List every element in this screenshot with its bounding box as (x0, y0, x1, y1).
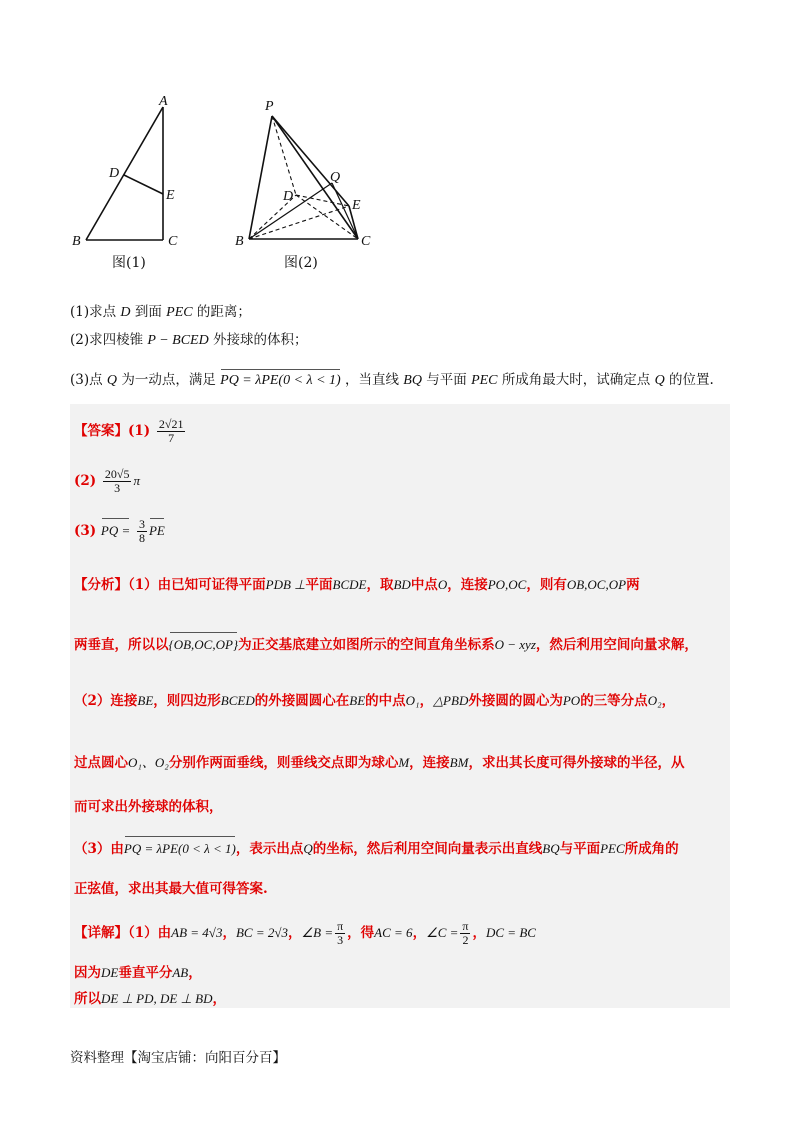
figure-1-caption: 图(1) (112, 255, 146, 271)
analysis-text: 的中点 (365, 693, 406, 709)
analysis-line-6 (74, 838, 679, 860)
q3-line: BQ (403, 373, 422, 388)
answer-2-fraction (103, 468, 132, 495)
fig1-label-A: A (159, 94, 168, 109)
q1-point: D (120, 305, 131, 320)
q1-plane: PEC (166, 305, 193, 320)
detail-math: AB = 4√3 (171, 925, 223, 940)
q2-suffix: 外接球的体积； (213, 332, 308, 348)
analysis-math: BCDE (332, 577, 367, 592)
detail-math: DC = BC (485, 925, 536, 940)
analysis-text: 而可求出外接球的体积， (74, 799, 223, 815)
q3-mid3: 与平面 (426, 372, 467, 388)
analysis-math: △PBD (433, 693, 469, 708)
answer-1-numerator: 2√21 (158, 417, 184, 431)
analysis-math: Q (303, 841, 313, 856)
analysis-math: O₁、O₂ (128, 755, 169, 770)
analysis-text: 外接圆的圆心为 (468, 693, 563, 709)
answer-line-2 (74, 468, 140, 495)
analysis-text: 为正交基底建立如图所示的空间直角坐标系 (238, 637, 495, 653)
detail-text: 所以 (74, 991, 101, 1007)
detail-math: ∠C = (426, 925, 459, 940)
answer-3-numerator: 3 (138, 517, 145, 531)
analysis-text: （1）由已知可证得平面 (128, 577, 266, 593)
fraction-numerator: π (462, 919, 469, 933)
detail-text: ， (412, 925, 427, 941)
analysis-text: 分别作两面垂线，则垂线交点即为球心 (168, 755, 399, 771)
detail-text: 垂直平分 (118, 965, 173, 981)
fig2-label-Q: Q (330, 170, 341, 185)
detail-text: ， (287, 925, 302, 941)
q2-prefix: (2)求四棱锥 (70, 332, 144, 348)
analysis-text: 的三等分点 (580, 693, 648, 709)
q3-mid4: 所成角最大时，试确定点 (501, 372, 651, 388)
analysis-math: {OB,OC,OP} (169, 634, 239, 656)
answer-3-rhs: PE (149, 520, 165, 542)
analysis-text: 正弦值，求出其最大值可得答案. (74, 881, 268, 897)
fig2-label-E: E (352, 198, 361, 213)
detail-text: 因为 (74, 965, 101, 981)
analysis-text: 两 (626, 577, 640, 593)
analysis-math: BQ (542, 841, 560, 856)
answer-2-numerator: 20√5 (104, 467, 130, 481)
fig2-label-C: C (361, 234, 371, 249)
analysis-text: ，则有 (526, 577, 567, 593)
analysis-text: ， (661, 693, 676, 709)
analysis-text: ，连接 (409, 755, 450, 771)
answer-label: 【答案】 (74, 423, 128, 439)
fig2-label-P: P (265, 99, 274, 114)
analysis-text: 与平面 (559, 841, 601, 857)
geometry-figures (60, 88, 420, 278)
analysis-math: PDB ⊥ (265, 577, 306, 592)
detail-math: DE ⊥ PD, DE ⊥ BD (101, 991, 213, 1006)
figure-1-triangle (86, 107, 163, 240)
analysis-math: M (398, 755, 410, 770)
answer-2-prefix: (2) (74, 473, 97, 489)
q3-suffix: 的位置. (669, 372, 714, 388)
answer-3-lhs: PQ = (101, 520, 130, 542)
figure-2-caption: 图(2) (284, 255, 318, 271)
detail-text: （1）由 (128, 925, 172, 941)
answer-1-fraction (157, 418, 186, 445)
fig1-label-C: C (168, 234, 178, 249)
q3-mid1: 为一动点，满足 (121, 372, 216, 388)
answer-3-denominator: 8 (138, 531, 145, 545)
analysis-line-2 (74, 634, 698, 656)
analysis-line-4 (74, 752, 684, 774)
answer-2-pi: π (133, 473, 140, 488)
q1-suffix: 的距离； (196, 304, 251, 320)
analysis-text: ，然后利用空间向量求解， (535, 637, 698, 653)
q3-mid2: ，当直线 (345, 372, 399, 388)
fraction-denominator: 2 (462, 933, 469, 947)
analysis-line-7 (74, 878, 268, 900)
analysis-text: ，则四边形 (153, 693, 221, 709)
analysis-math: O₁ (405, 693, 420, 708)
analysis-math: BD (393, 577, 411, 592)
figure-area (60, 88, 420, 278)
q3-condition: PQ = λPE(0 < λ < 1) (220, 371, 341, 391)
detail-text: ， (222, 925, 236, 941)
analysis-text: 中点 (410, 577, 438, 593)
angle-c-fraction (460, 920, 470, 947)
answer-3-prefix: (3) (74, 523, 97, 539)
analysis-line-1 (74, 574, 640, 596)
analysis-math: PO,OC (487, 577, 527, 592)
analysis-math: BCED (220, 693, 255, 708)
detail-label: 【详解】 (74, 925, 128, 941)
footer-note: 资料整理【淘宝店铺：向阳百分百】 (70, 1050, 286, 1066)
analysis-text: ， (419, 693, 434, 709)
analysis-text: ，连接 (447, 577, 488, 593)
analysis-math: O − xyz (494, 637, 536, 652)
detail-line-3 (74, 988, 226, 1010)
analysis-text: （3）由 (74, 841, 124, 857)
detail-math: AB (172, 965, 189, 980)
analysis-math: PEC (600, 841, 625, 856)
analysis-math: BE (137, 693, 154, 708)
analysis-line-5 (74, 796, 223, 818)
answer-3-fraction (137, 518, 147, 545)
detail-math: BC = 2√3 (235, 925, 288, 940)
detail-line-1 (74, 920, 536, 947)
detail-math: ∠B = (301, 925, 334, 940)
answer-1-denominator: 7 (168, 431, 175, 445)
question-1 (70, 302, 251, 323)
analysis-text: 所成角的 (624, 841, 679, 857)
q3-plane: PEC (471, 373, 498, 388)
fraction-denominator: 3 (337, 933, 344, 947)
analysis-text: 的坐标，然后利用空间向量表示出直线 (312, 841, 543, 857)
answer-line-1 (74, 418, 187, 445)
analysis-math: BM (449, 755, 469, 770)
fig1-label-D: D (109, 166, 120, 181)
angle-b-fraction (335, 920, 345, 947)
analysis-math: OB,OC,OP (566, 577, 627, 592)
fig2-label-B: B (235, 234, 244, 249)
analysis-math: BE (349, 693, 366, 708)
detail-line-2 (74, 962, 202, 984)
answer-1-prefix: (1) (128, 423, 151, 439)
analysis-text: ，求出其长度可得外接球的半径，从 (468, 755, 685, 771)
analysis-text: 的外接圆圆心在 (254, 693, 350, 709)
analysis-text: 两垂直，所以以 (74, 637, 169, 653)
analysis-text: 平面 (305, 577, 333, 593)
analysis-line-3 (74, 690, 675, 712)
fig2-label-D: D (283, 189, 294, 204)
analysis-math: PQ = λPE(0 < λ < 1) (124, 838, 236, 860)
answer-2-denominator: 3 (114, 481, 121, 495)
question-2 (70, 330, 308, 351)
q3-point: Q (106, 373, 118, 388)
detail-text: ，得 (347, 925, 375, 941)
fraction-numerator: π (337, 919, 344, 933)
q2-solid: P − BCED (147, 333, 209, 348)
analysis-math: O₂ (647, 693, 662, 708)
answer-line-3 (74, 518, 165, 545)
figure-2-dashed (249, 116, 358, 239)
fig1-label-E: E (166, 188, 175, 203)
q3-point2: Q (654, 373, 665, 388)
q1-mid: 到面 (134, 304, 162, 320)
detail-text: ， (472, 925, 486, 941)
analysis-text: 过点圆心 (74, 755, 128, 771)
analysis-text: （2）连接 (74, 693, 138, 709)
detail-text: ， (212, 991, 226, 1007)
analysis-text: ，取 (366, 577, 394, 593)
detail-text: ， (188, 965, 202, 981)
analysis-text: ，表示出点 (235, 841, 304, 857)
analysis-math: PO (562, 693, 581, 708)
q3-prefix: (3)点 (70, 372, 103, 388)
fig1-label-B: B (72, 234, 81, 249)
analysis-label: 【分析】 (74, 577, 128, 593)
q1-prefix: (1)求点 (70, 304, 117, 320)
detail-math: AC = 6 (374, 925, 413, 940)
analysis-math: O (437, 577, 448, 592)
detail-math: DE (101, 965, 119, 980)
question-3 (70, 370, 714, 391)
